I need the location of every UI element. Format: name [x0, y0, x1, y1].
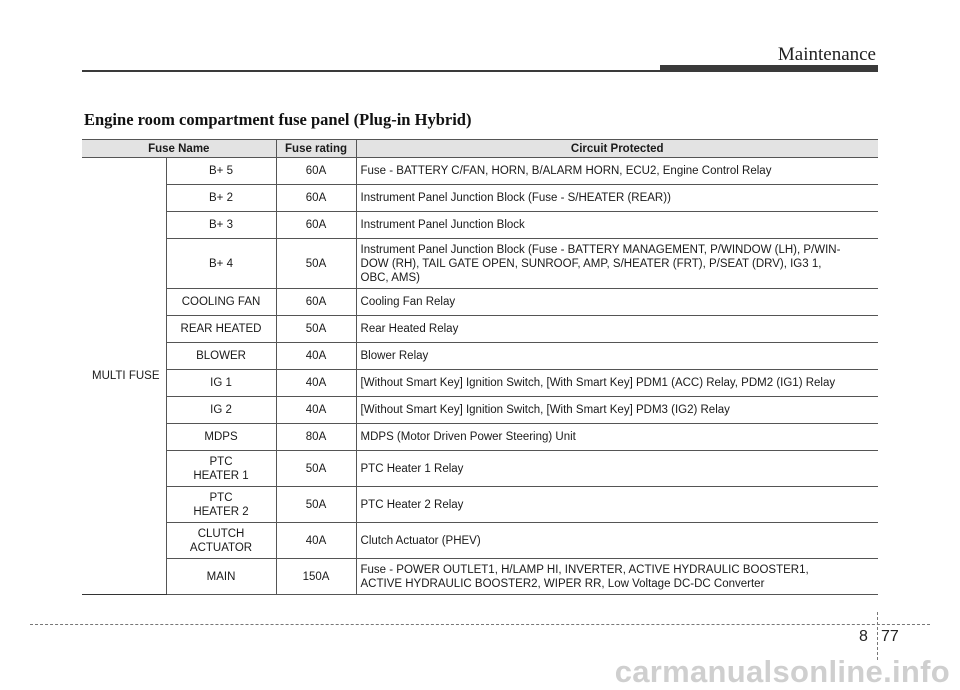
header-circuit-protected: Circuit Protected: [356, 140, 878, 158]
fuse-name-cell: B+ 5: [166, 158, 276, 185]
page-title: Engine room compartment fuse panel (Plug-in Hybrid): [84, 110, 472, 129]
circuit-cell: Rear Heated Relay: [356, 316, 878, 343]
fuse-rating-cell: 60A: [276, 289, 356, 316]
fuse-name-cell: B+ 3: [166, 212, 276, 239]
circuit-cell: [Without Smart Key] Ignition Switch, [With Smart Key] PDM3 (IG2) Relay: [356, 397, 878, 424]
fuse-rating-cell: 80A: [276, 424, 356, 451]
header-fuse-rating: Fuse rating: [276, 140, 356, 158]
circuit-cell: PTC Heater 1 Relay: [356, 451, 878, 487]
fuse-rating-cell: 60A: [276, 212, 356, 239]
page-number: 77: [881, 628, 899, 645]
footer-divider: [877, 612, 878, 660]
table-row: [82, 239, 878, 289]
table-header-row: [82, 140, 878, 158]
table-row: [82, 397, 878, 424]
fuse-rating-cell: 50A: [276, 239, 356, 289]
circuit-cell: PTC Heater 2 Relay: [356, 487, 878, 523]
circuit-cell: Fuse - BATTERY C/FAN, HORN, B/ALARM HORN, ECU2, Engine Control Relay: [356, 158, 878, 185]
fuse-rating-cell: 40A: [276, 343, 356, 370]
table-row: [82, 370, 878, 397]
fuse-rating-cell: 40A: [276, 523, 356, 559]
fuse-name-cell: B+ 4: [166, 239, 276, 289]
fuse-name-cell: PTC HEATER 1: [166, 451, 276, 487]
fuse-name-cell: COOLING FAN: [166, 289, 276, 316]
table-row: [82, 289, 878, 316]
header-rule: [82, 70, 660, 72]
circuit-cell: Instrument Panel Junction Block: [356, 212, 878, 239]
fuse-rating-cell: 150A: [276, 559, 356, 595]
circuit-cell: Blower Relay: [356, 343, 878, 370]
watermark: carmanualsonline.info: [614, 654, 950, 689]
table-row: [82, 523, 878, 559]
header-fuse-name: Fuse Name: [82, 140, 276, 158]
fuse-name-cell: B+ 2: [166, 185, 276, 212]
table-row: [82, 343, 878, 370]
table-row: [82, 451, 878, 487]
fuse-name-cell: MAIN: [166, 559, 276, 595]
table-row: [82, 487, 878, 523]
fuse-name-cell: CLUTCH ACTUATOR: [166, 523, 276, 559]
table-row: [82, 316, 878, 343]
table-row: [82, 158, 878, 185]
group-label: MULTI FUSE: [82, 158, 166, 595]
fuse-rating-cell: 60A: [276, 185, 356, 212]
fuse-rating-cell: 50A: [276, 316, 356, 343]
header-rule-accent: [660, 65, 878, 72]
section-title: Maintenance: [777, 44, 876, 65]
circuit-cell: MDPS (Motor Driven Power Steering) Unit: [356, 424, 878, 451]
fuse-name-cell: REAR HEATED: [166, 316, 276, 343]
circuit-cell: Cooling Fan Relay: [356, 289, 878, 316]
fuse-rating-cell: 40A: [276, 370, 356, 397]
table-row: [82, 212, 878, 239]
circuit-cell: Clutch Actuator (PHEV): [356, 523, 878, 559]
table-row: [82, 559, 878, 595]
table-row: [82, 185, 878, 212]
fuse-table-body: [82, 158, 878, 595]
fuse-rating-cell: 50A: [276, 451, 356, 487]
circuit-cell: Instrument Panel Junction Block (Fuse - BATTERY MANAGEMENT, P/WINDOW (LH), P/WIN- DOW (RH), TAIL GATE OPEN, SUNROOF, AMP, S/HEATER (FRT), P/SEAT (DRV), IG3 1, OBC, AMS): [356, 239, 878, 289]
footer-rule: [30, 624, 930, 625]
circuit-cell: Fuse - POWER OUTLET1, H/LAMP HI, INVERTER, ACTIVE HYDRAULIC BOOSTER1, ACTIVE HYDRAULIC BOOSTER2, WIPER RR, Low Voltage DC-DC Converter: [356, 559, 878, 595]
circuit-cell: [Without Smart Key] Ignition Switch, [With Smart Key] PDM1 (ACC) Relay, PDM2 (IG1) Relay: [356, 370, 878, 397]
fuse-name-cell: BLOWER: [166, 343, 276, 370]
fuse-name-cell: PTC HEATER 2: [166, 487, 276, 523]
fuse-rating-cell: 40A: [276, 397, 356, 424]
fuse-rating-cell: 50A: [276, 487, 356, 523]
fuse-table: [82, 139, 878, 595]
fuse-name-cell: MDPS: [166, 424, 276, 451]
chapter-number: 8: [859, 628, 868, 645]
circuit-cell: Instrument Panel Junction Block (Fuse - S/HEATER (REAR)): [356, 185, 878, 212]
fuse-name-cell: IG 1: [166, 370, 276, 397]
fuse-name-cell: IG 2: [166, 397, 276, 424]
fuse-rating-cell: 60A: [276, 158, 356, 185]
table-row: [82, 424, 878, 451]
